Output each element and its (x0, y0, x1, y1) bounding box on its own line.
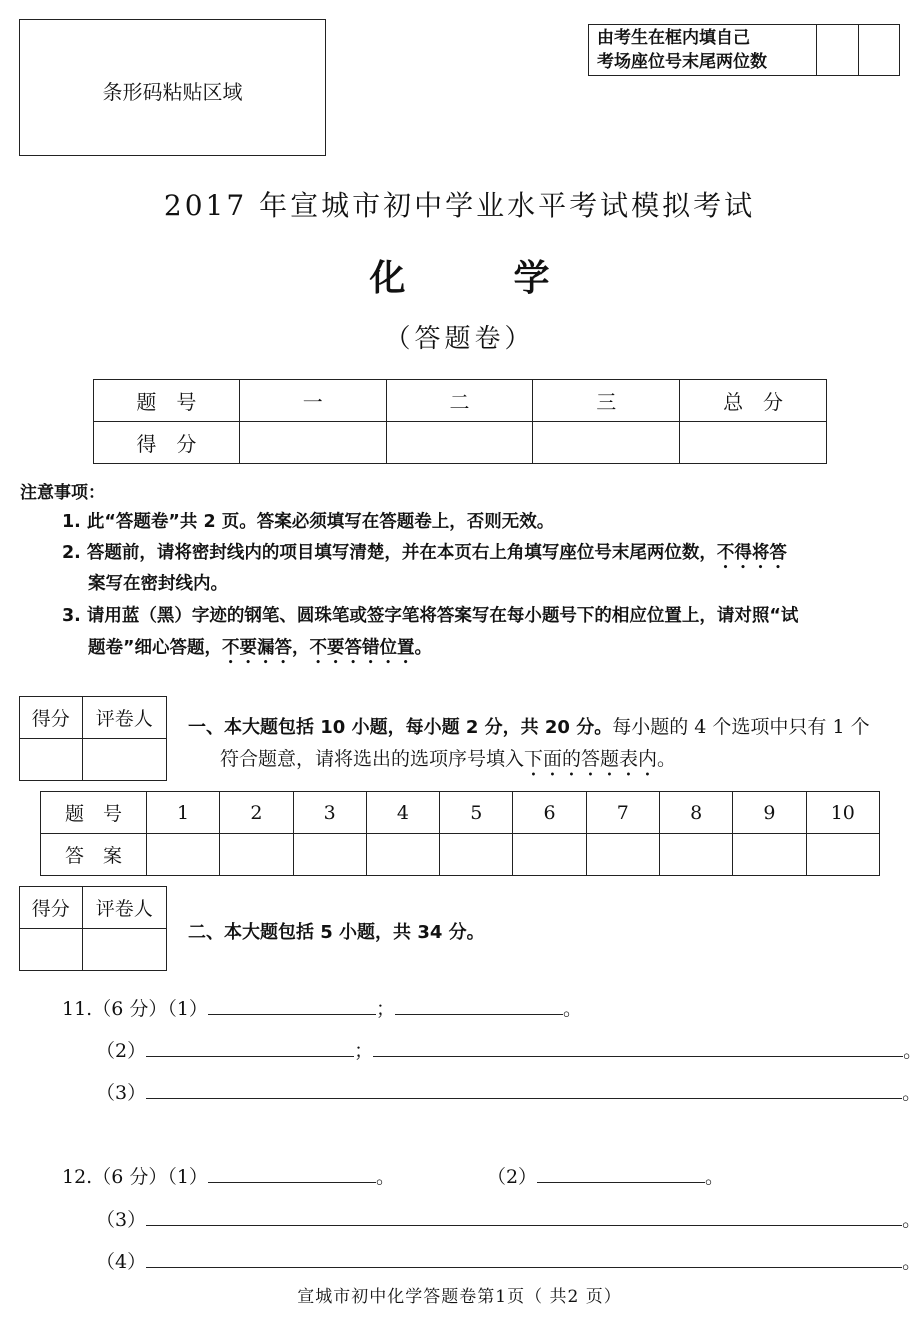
answer-number-1: 1 (146, 792, 219, 834)
q12-p3-end: 。 (902, 1209, 922, 1231)
grader-box-1 (19, 696, 167, 781)
q12-p3-label: （3） (96, 1209, 147, 1231)
grader-reviewer-cell[interactable] (82, 739, 166, 781)
score-header-1: 一 (239, 380, 386, 422)
answer-cell-3[interactable] (293, 834, 366, 876)
q11-p3-end: 。 (902, 1082, 922, 1104)
grader-reviewer-label: 评卷人 (82, 697, 166, 739)
notes-heading: 注意事项： (20, 483, 105, 503)
section1-end: 。 (657, 748, 677, 770)
note-3-cont (88, 634, 432, 668)
subject-title: 化 学 (369, 258, 550, 299)
section1-title: 一、本大题包括 10 小题，每小题 2 分，共 20 分。 (188, 717, 613, 738)
q12-line3 (96, 1205, 921, 1232)
answer-number-6: 6 (513, 792, 586, 834)
note-3-end: 。 (414, 638, 433, 658)
q11-p2-semicolon: ； (354, 1040, 374, 1062)
note-2-emphasis: 不得将答 (716, 543, 787, 563)
barcode-label: 条形码粘贴区域 (102, 80, 243, 104)
answer-number-8: 8 (660, 792, 733, 834)
q12-1-blank[interactable] (208, 1162, 376, 1183)
q11-p3-label: （3） (96, 1082, 147, 1104)
note-1: 1. 此“答题卷”共 2 页。答案必须填写在答题卷上，否则无效。 (62, 512, 555, 532)
q11-1a-blank[interactable] (208, 994, 376, 1015)
score-cell-2[interactable] (386, 422, 533, 464)
exam-title: 2017 年宣城市初中学业水平考试模拟考试 (163, 189, 756, 222)
q12-3-blank[interactable] (146, 1205, 902, 1226)
q12-line4 (96, 1247, 921, 1274)
section1-desc: 每小题的 4 个选项中只有 1 个 (612, 716, 870, 738)
seat-line2: 考场座位号末尾两位数 (597, 52, 767, 72)
seat-line1: 由考生在框内填自己 (597, 28, 750, 48)
answer-cell-9[interactable] (733, 834, 806, 876)
answer-header-label: 题 号 (41, 792, 147, 834)
note-2 (62, 539, 787, 573)
q11-end: 。 (562, 998, 582, 1020)
q12-head: 12.（6 分）（1） (62, 1166, 208, 1188)
score-header-total: 总 分 (680, 380, 827, 422)
q11-2a-blank[interactable] (146, 1036, 354, 1057)
answer-cell-5[interactable] (440, 834, 513, 876)
grader2-score-label: 得分 (20, 887, 83, 929)
note-3-text: 题卷”细心答题， (88, 638, 223, 658)
grader2-reviewer-cell[interactable] (82, 929, 166, 971)
seat-instruction (589, 25, 817, 75)
answer-number-5: 5 (440, 792, 513, 834)
section1-desc-line2 (220, 744, 676, 781)
q12-p4-end: 。 (902, 1251, 922, 1273)
q11-line2 (96, 1036, 922, 1063)
grader2-score-cell[interactable] (20, 929, 83, 971)
page-footer: 宣城市初中化学答题卷第1页（ 共2 页） (297, 1287, 622, 1307)
q11-semicolon: ； (375, 998, 395, 1020)
answer-cell-6[interactable] (513, 834, 586, 876)
answer-cell-1[interactable] (146, 834, 219, 876)
q11-1b-blank[interactable] (395, 994, 563, 1015)
answer-number-7: 7 (586, 792, 659, 834)
section1-desc2: 符合题意，请将选出的选项序号填入 (220, 748, 525, 770)
answer-number-9: 9 (733, 792, 806, 834)
q11-2b-blank[interactable] (373, 1036, 903, 1057)
score-row-label: 得 分 (94, 422, 240, 464)
q12-1-end: 。 (375, 1166, 395, 1188)
score-cell-3[interactable] (533, 422, 680, 464)
note-2-cont: 案写在密封线内。 (88, 574, 228, 594)
score-cell-1[interactable] (239, 422, 386, 464)
q12-2-end: 。 (705, 1166, 725, 1188)
answer-cell-10[interactable] (806, 834, 879, 876)
section1-title-line (188, 712, 870, 739)
grader-score-cell[interactable] (20, 739, 83, 781)
score-table (93, 379, 827, 464)
answer-number-4: 4 (366, 792, 439, 834)
score-header-3: 三 (533, 380, 680, 422)
q11-head: 11.（6 分）（1） (62, 998, 208, 1020)
seat-digit-2[interactable] (859, 25, 899, 75)
score-header-label: 题 号 (94, 380, 240, 422)
q11-3-blank[interactable] (146, 1078, 902, 1099)
note-3-emphasis: 不要漏答，不要答错位置 (222, 638, 415, 658)
q12-p2-label: （2） (486, 1166, 538, 1188)
subtitle: （答题卷） (384, 324, 535, 354)
grader-box-2 (19, 886, 167, 971)
seat-number-box (588, 24, 900, 76)
q12-2-blank[interactable] (537, 1162, 705, 1183)
answer-number-3: 3 (293, 792, 366, 834)
answer-number-2: 2 (220, 792, 293, 834)
q11-line3 (96, 1078, 921, 1105)
section2-title: 二、本大题包括 5 小题，共 34 分。 (188, 922, 485, 943)
seat-digit-1[interactable] (817, 25, 859, 75)
answer-row-label: 答 案 (41, 834, 147, 876)
score-header-2: 二 (386, 380, 533, 422)
answer-number-10: 10 (806, 792, 879, 834)
grader-score-label: 得分 (20, 697, 83, 739)
section1-emphasis: 下面的答题表内 (524, 748, 658, 770)
grader2-reviewer-label: 评卷人 (82, 887, 166, 929)
q11-line1 (62, 994, 582, 1021)
q11-p2-label: （2） (96, 1040, 147, 1062)
q12-4-blank[interactable] (146, 1247, 902, 1268)
barcode-area (19, 19, 326, 156)
answer-cell-4[interactable] (366, 834, 439, 876)
note-3: 3. 请用蓝（黑）字迹的钢笔、圆珠笔或签字笔将答案写在每小题号下的相应位置上，请对照“试 (62, 606, 799, 626)
q12-line1 (62, 1162, 724, 1189)
answer-cell-8[interactable] (660, 834, 733, 876)
q12-p4-label: （4） (96, 1251, 147, 1273)
answer-table (40, 791, 880, 876)
score-cell-total[interactable] (680, 422, 827, 464)
q11-p2-end: 。 (903, 1040, 922, 1062)
answer-cell-7[interactable] (586, 834, 659, 876)
answer-cell-2[interactable] (220, 834, 293, 876)
note-2-text: 2. 答题前，请将密封线内的项目填写清楚，并在本页右上角填写座位号末尾两位数， (62, 543, 717, 563)
